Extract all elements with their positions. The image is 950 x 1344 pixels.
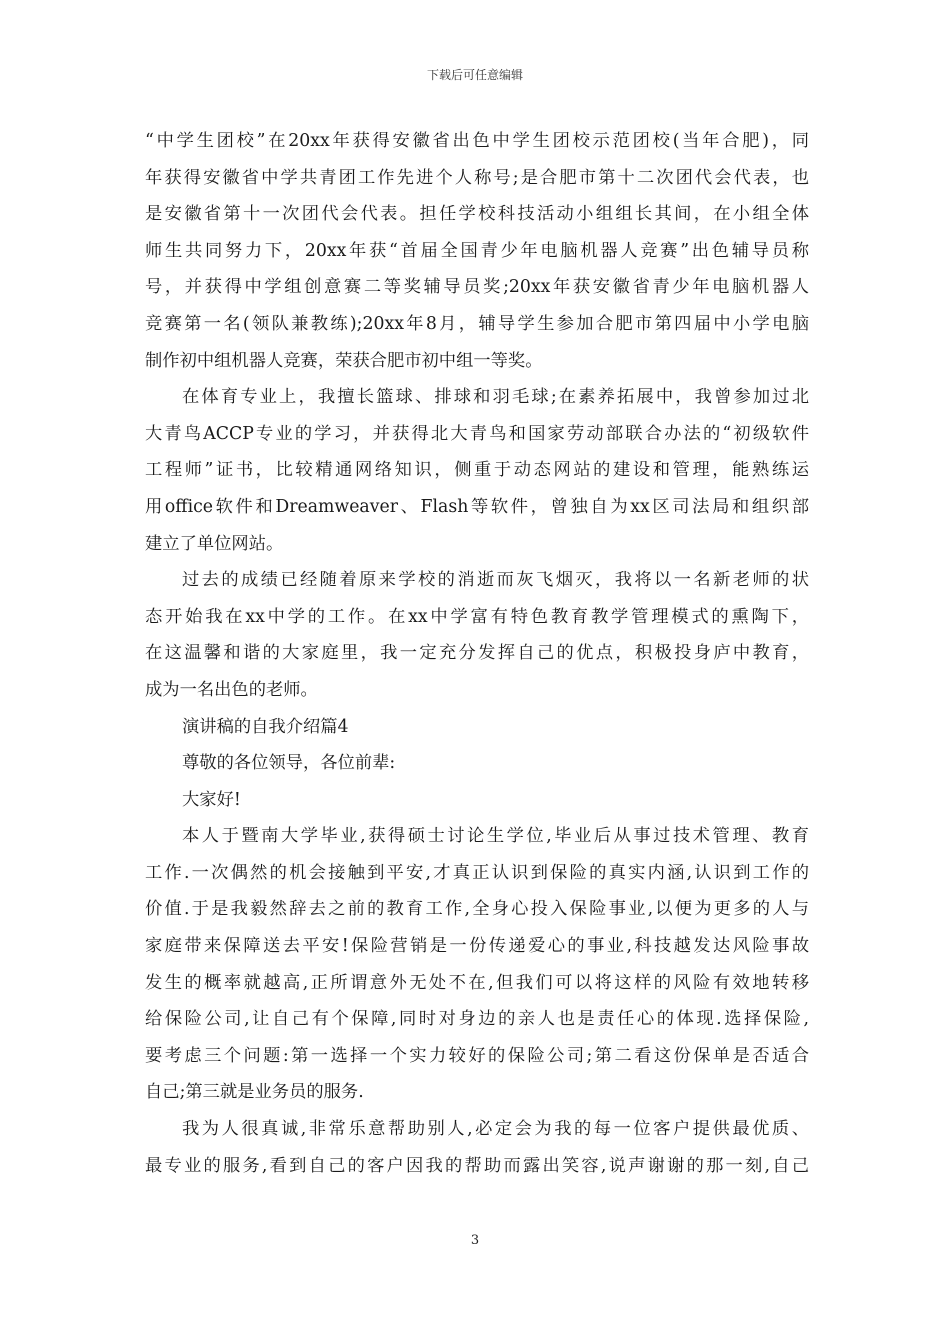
salutation: 尊敬的各位领导，各位前辈: <box>182 753 396 774</box>
paragraph <box>145 379 809 562</box>
text-line: 年获得安徽省中学共青团工作先进个人称号;是合肥市第十二次团代会代表，也 <box>145 167 809 188</box>
text-line: 号，并获得中学组创意赛二等奖辅导员奖;20xx年获安徽省青少年电脑机器人 <box>145 277 809 298</box>
text-line: 制作初中组机器人竞赛，荣获合肥市初中组一等奖。 <box>145 350 543 371</box>
text-line: 在体育专业上，我擅长篮球、排球和羽毛球;在素养拓展中，我曾参加过北 <box>182 387 809 408</box>
text-line: 工程师”证书，比较精通网络知识，侧重于动态网站的建设和管理，能熟练运 <box>145 460 809 481</box>
greeting: 大家好! <box>182 789 241 810</box>
text-line: 要考虑三个问题:第一选择一个实力较好的保险公司;第二看这份保单是否适合 <box>145 1045 809 1066</box>
paragraph <box>145 818 809 1111</box>
text-line: 发生的概率就越高,正所谓意外无处不在,但我们可以将这样的风险有效地转移 <box>145 972 809 993</box>
text-line: 家庭带来保障送去平安!保险营销是一份传递爱心的事业,科技越发达风险事故 <box>145 936 809 957</box>
text-line: 最专业的服务,看到自己的客户因我的帮助而露出笑容,说声谢谢的那一刻,自己 <box>145 1155 809 1176</box>
text-line: 竞赛第一名(领队兼教练);20xx年8月，辅导学生参加合肥市第四届中小学电脑 <box>145 313 809 334</box>
page-number: 3 <box>470 1233 480 1248</box>
text-line: 成为一名出色的老师。 <box>145 679 318 700</box>
section-title: 演讲稿的自我介绍篇4 <box>182 716 349 737</box>
text-line: 工作.一次偶然的机会接触到平安,才真正认识到保险的真实内涵,认识到工作的 <box>145 862 809 883</box>
text-line: 在这温馨和谐的大家庭里，我一定充分发挥自己的优点，积极投身庐中教育， <box>145 643 809 664</box>
text-line: 过去的成绩已经随着原来学校的消逝而灰飞烟灭，我将以一名新老师的状 <box>182 570 809 591</box>
page-header: 下载后可任意编辑 <box>426 68 523 82</box>
text-line: 价值.于是我毅然辞去之前的教育工作,全身心投入保险事业,以便为更多的人与 <box>145 899 809 920</box>
text-line: 我为人很真诚,非常乐意帮助别人,必定会为我的每一位客户提供最优质、 <box>182 1119 809 1140</box>
text-line: 是安徽省第十一次团代会代表。担任学校科技活动小组组长其间，在小组全体 <box>145 204 809 225</box>
text-line: 师生共同努力下，20xx年获“首届全国青少年电脑机器人竞赛”出色辅导员称 <box>145 240 809 261</box>
document-body <box>145 123 809 1184</box>
text-line: 用office软件和Dreamweaver、Flash等软件，曾独自为xx区司法局和组织部 <box>145 496 809 517</box>
paragraph <box>145 1111 809 1184</box>
text-line: 本人于暨南大学毕业,获得硕士讨论生学位,毕业后从事过技术管理、教育 <box>182 826 809 847</box>
paragraph <box>145 562 809 708</box>
text-line: 大青鸟ACCP专业的学习，并获得北大青鸟和国家劳动部联合办法的“初级软件 <box>145 423 809 444</box>
text-line: 给保险公司,让自己有个保障,同时对身边的亲人也是责任心的体现.选择保险, <box>145 1009 809 1030</box>
text-line: 建立了单位网站。 <box>145 533 284 554</box>
text-line: “中学生团校”在20xx年获得安徽省出色中学生团校示范团校(当年合肥)，同 <box>145 131 809 151</box>
paragraph <box>145 123 809 379</box>
text-line: 态开始我在xx中学的工作。在xx中学富有特色教育教学管理模式的熏陶下， <box>145 606 809 627</box>
text-line: 自己;第三就是业务员的服务. <box>145 1082 364 1103</box>
